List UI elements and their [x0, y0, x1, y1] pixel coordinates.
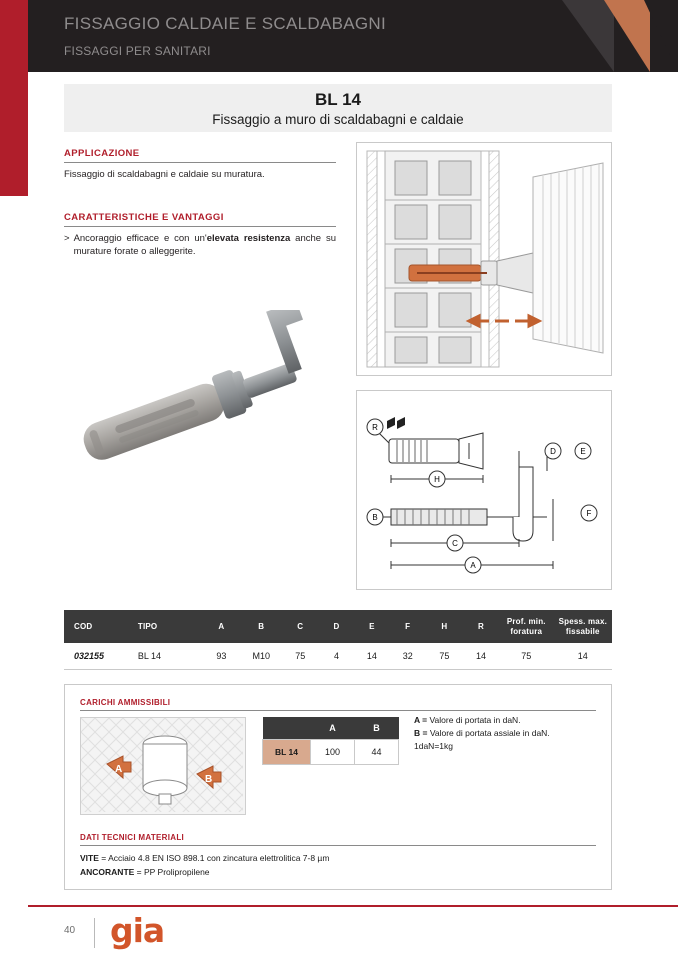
- applicazione-heading: APPLICAZIONE: [64, 148, 336, 163]
- material-vite-label: VITE: [80, 853, 99, 863]
- cell-prof-min: 75: [499, 643, 554, 670]
- cell-b: M10: [241, 643, 282, 670]
- legend-a-text: Valore di portata in daN.: [427, 715, 521, 725]
- bullet-marker: >: [64, 233, 70, 244]
- material-vite-text: = Acciaio 4.8 EN ISO 898.1 con zincatura elettrolitica 7-8 µm: [98, 853, 330, 863]
- header-triangle-black: [644, 0, 678, 72]
- table-row: [64, 643, 612, 670]
- legend-b-bold: B =: [414, 728, 428, 739]
- cell-cod: 032155: [64, 643, 128, 670]
- footer-rule: [28, 905, 678, 907]
- loads-row-label: BL 14: [263, 740, 311, 765]
- th-c: C: [282, 610, 319, 643]
- legend-a-bold: A =: [414, 715, 428, 725]
- brand-logo: gia: [110, 911, 165, 950]
- load-diagram: [80, 717, 246, 815]
- caratteristiche-text: [74, 233, 336, 259]
- caratteristiche-text-bold: elevata resistenza: [206, 233, 291, 244]
- legend-b-text: Valore di portata assiale in daN.: [427, 728, 550, 739]
- label-D: D: [550, 447, 556, 456]
- cell-tipo: BL 14: [128, 643, 202, 670]
- label-C: C: [452, 539, 458, 548]
- header-title: FISSAGGIO CALDAIE E SCALDABAGNI: [64, 14, 386, 33]
- cell-d: 4: [319, 643, 354, 670]
- cell-h: 75: [426, 643, 463, 670]
- loads-table: [262, 717, 399, 765]
- cell-spess-max: 14: [554, 643, 612, 670]
- loads-header-row: [263, 717, 399, 740]
- product-photo: [50, 310, 350, 495]
- page-header: [28, 0, 678, 72]
- legend-line-b: [414, 727, 604, 740]
- section-applicazione: [64, 148, 336, 182]
- product-photo-svg: [50, 310, 350, 495]
- caratteristiche-text-post: anche su murature forate o alleggerite.: [73, 233, 336, 257]
- wall-section-illustration: [356, 142, 612, 376]
- load-arrow-label-a: A: [115, 764, 123, 775]
- material-ancorante-label: ANCORANTE: [80, 866, 135, 877]
- th-tipo: TIPO: [128, 610, 202, 643]
- applicazione-text: Fissaggio di scaldabagni e caldaie su muratura.: [64, 169, 265, 180]
- load-arrow-label-b: B: [205, 774, 213, 785]
- specification-table: [64, 610, 612, 670]
- th-spess-max: Spess. max. fissabile: [554, 610, 612, 643]
- legend-line-unit: [414, 740, 604, 753]
- legend-unit-text: 1daN=1kg: [414, 741, 453, 752]
- material-vite: [80, 852, 596, 866]
- table-header-row: [64, 610, 612, 643]
- loads-row: [263, 740, 399, 765]
- left-red-bar: [0, 0, 28, 196]
- loads-th-a: A: [311, 717, 355, 740]
- page-number: 40: [64, 925, 76, 936]
- dimension-drawing-svg: [357, 391, 611, 589]
- left-white-bar: [0, 196, 28, 959]
- th-e: E: [354, 610, 390, 643]
- label-A: A: [470, 561, 476, 570]
- materials-list: [80, 852, 596, 879]
- label-B: B: [372, 513, 378, 522]
- loads-value-a: 100: [311, 740, 355, 765]
- caratteristiche-text-pre: Ancoraggio efficace e con un': [73, 233, 207, 244]
- cell-a: 93: [202, 643, 241, 670]
- wall-illustration-svg: [357, 143, 611, 375]
- label-E: E: [580, 447, 586, 456]
- section-caratteristiche: [64, 212, 336, 259]
- footer-divider: [94, 918, 95, 948]
- label-R: R: [372, 423, 378, 432]
- carichi-rule: [80, 710, 596, 711]
- cell-e: 14: [354, 643, 390, 670]
- product-title-band: [64, 84, 612, 132]
- caratteristiche-heading: CARATTERISTICHE E VANTAGGI: [64, 212, 336, 227]
- material-ancorante: [80, 866, 596, 880]
- loads-th-b: B: [355, 717, 399, 740]
- product-description: Fissaggio a muro di scaldabagni e caldaie: [212, 112, 464, 127]
- material-ancorante-text: = PP Prolipropilene: [134, 866, 210, 877]
- th-cod: COD: [64, 610, 128, 643]
- th-f: F: [390, 610, 426, 643]
- dimension-drawing: [356, 390, 612, 590]
- th-prof-min: Prof. min. foratura: [499, 610, 554, 643]
- th-h: H: [426, 610, 463, 643]
- th-b: B: [241, 610, 282, 643]
- cell-c: 75: [282, 643, 319, 670]
- load-diagram-svg: [81, 718, 243, 812]
- product-code: BL 14: [315, 90, 361, 109]
- materiali-heading: DATI TECNICI MATERIALI: [80, 833, 185, 842]
- cell-f: 32: [390, 643, 426, 670]
- label-F: F: [586, 509, 592, 518]
- header-subtitle: FISSAGGI PER SANITARI: [64, 44, 211, 58]
- th-a: A: [202, 610, 241, 643]
- loads-value-b: 44: [355, 740, 399, 765]
- loads-th-blank: [263, 717, 311, 740]
- th-r: R: [463, 610, 499, 643]
- legend-line-a: [414, 714, 604, 727]
- loads-legend: [414, 714, 604, 754]
- carichi-heading: CARICHI AMMISSIBILI: [80, 698, 171, 707]
- cell-r: 14: [463, 643, 499, 670]
- th-d: D: [319, 610, 354, 643]
- materiali-rule: [80, 845, 596, 846]
- label-H: H: [434, 475, 440, 484]
